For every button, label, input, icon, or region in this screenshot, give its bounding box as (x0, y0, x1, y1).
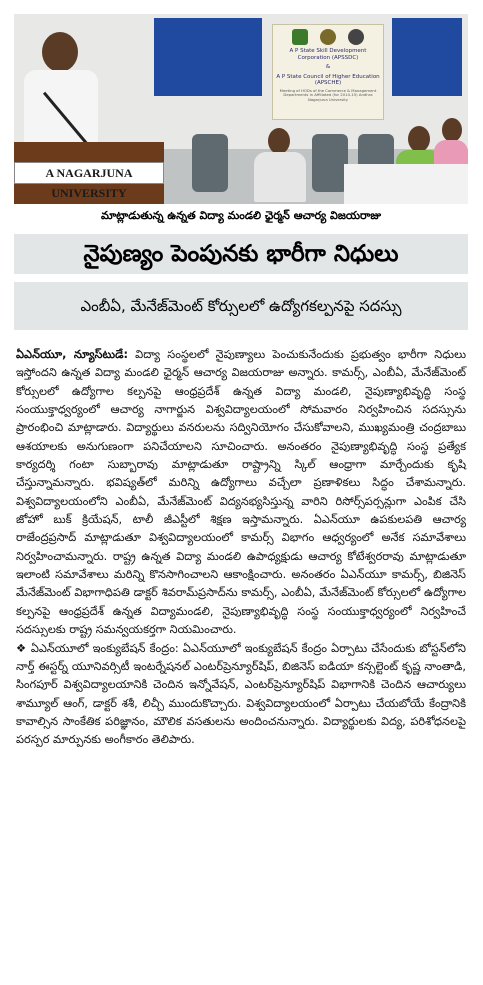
apssdc-logo-icon (292, 29, 308, 45)
banner-line-3: A P State Council of Higher Education (APSCHE) (276, 73, 380, 86)
article-paragraph-2 (16, 640, 466, 750)
bullet-diamond-icon: ❖ (16, 641, 27, 655)
banner-line-4: Meeting of HODs of the Commerce & Management Departments in Affiliated (for 2014-15) Andhra Nagarjuna University (279, 87, 377, 102)
event-photo (14, 14, 468, 204)
event-banner (272, 24, 384, 120)
apsche-logo-icon (348, 29, 364, 45)
article-paragraph-1 (16, 346, 466, 640)
paragraph-1-text: విద్యా సంస్థలలో నైపుణ్యాలు పెంచుకునేందుకు ప్రభుత్వం భారీగా నిధులు ఇస్తోందని ఉన్నత విద్యా మండలి ఛైర్మన్ ఆచార్య విజయరాజు అన్నారు. కామర్స్, ఎంబీఏ, మేనేజ్‌మెంట్ కోర్సులలో ఉద్యోగాల కల్పనపై ఆంధ్రప్రదేశ్ ఉన్నత విద్యా మండలి, నైపుణ్యాభివృద్ధి సంస్థ సంయుక్తాధ్వర్యంలో ఆచార్య నాగార్జున విశ్వవిద్యాలయంలో సోమవారం నిర్వహించిన సదస్సును ప్రారంభించి మాట్లాడారు. విద్యార్థులు వనరులను సద్వినియోగం చేసుకోవాలని, ముఖ్యమంత్రి చంద్రబాబు ఆశయాలకు అనుగుణంగా పనిచేయాలని సూచించారు. అనంతరం నైపుణ్యాభివృద్ధి సంస్థ ప్రత్యేక కార్యదర్శి గంటా సుబ్బారావు మాట్లాడుతూ రాష్ట్రాన్ని స్కిల్ ఆంధ్రాగా మార్చేందుకు కృషి చేస్తున్నామన్నారు. భవిష్యత్‌లో మరిన్ని ఉద్యోగాలు వచ్చేలా ప్రణాళికలు సిద్ధం చేశామన్నారు. విశ్వవిద్యాలయంలోని ఎంబీఏ, మేనేజ్‌మెంట్ విద్యనభ్యసిస్తున్న వారిని రిసోర్స్‌పర్సన్లుగా ఎంపిక చేసి జోహో బుక్ క్రియేషన్, టాలీ జీఎస్టీలో శిక్షణ ఇస్తామన్నారు. ఏఎన్‌యూ ఉపకులపతి ఆచార్య రాజేంద్రప్రసాద్ మాట్లాడుతూ విశ్వవిద్యాలయంలో కామర్స్ విభాగం ఆధ్వర్యంలో అనేక సమావేశాలు నిర్వహించామన్నారు. రాష్ట్ర ఉన్నత విద్యా మండలి ఉపాధ్యక్షుడు ఆచార్య కోటేశ్వరరావు మాట్లాడుతూ ఇలాంటి సమావేశాలు మరిన్ని కొనసాగించాలని ఆకాంక్షించారు. అనంతరం ఏఎన్‌యూ కామర్స్, బిజినెస్ మేనేజ్‌మెంట్ విభాగాధిపతి డాక్టర్ శివరామ్‌ప్రసాద్‌ను కామర్స్, ఎంబీఏ, మేనేజ్‌మెంట్ కోర్సులలో ఉద్యోగాల కల్పనపై ఆంధ్రప్రదేశ్ ఉన్నత విద్యామండలి, నైపుణ్యాభివృద్ధి సంస్థ సంయుక్తాధ్వర్యంలో నిర్వహించే సదస్సులకు రాష్ట్ర సమన్వయకర్తగా నియమించారు. (16, 348, 466, 637)
banner-logos (273, 29, 383, 45)
photo-caption: మాట్లాడుతున్న ఉన్నత విద్యా మండలి ఛైర్మన్ ఆచార్య విజయరాజు (101, 209, 381, 222)
paragraph-2-text: ఏఎన్‌యూలో ఇంక్యుబేషన్ కేంద్రం ఏర్పాటు చేసేందుకు బోస్టన్‌లోని నార్త్ ఈస్టర్న్ యూనివర్సిటీ ఇంటర్నేషనల్ ఎంటర్‌ప్రెన్యూర్‌షిప్, బిజినెస్ ఐడియా కన్సల్టెంట్ కృష్ణ నాంతాడి, సింగపూర్ విశ్వవిద్యాలయానికి చెందిన ఇన్నోవేషన్, ఎంటర్‌ప్రెన్యూర్‌షిప్ విభాగానికి చెందిన ఆచార్యులు శామ్యూల్ ఆంగ్, డాక్టర్ శశీ, లిచ్చీ ముందుకొచ్చారు. విశ్వవిద్యాలయంలో ఏర్పాటు చేయబోయే కేంద్రానికి కావాల్సిన సాంకేతిక పరిజ్ఞానం, మౌలిక వసతులను అందించనున్నారు. విద్యార్థులకు విద్య, పరిశోధనలపై పరస్పర మార్పునకు అంగీకారం తెలిపారు. (16, 641, 466, 747)
dateline: ఏఎన్‌యూ, న్యూస్‌టుడే: (16, 348, 128, 361)
chair (312, 134, 348, 192)
subheadline: ఎంబీఏ, మేనేజ్‌మెంట్ కోర్సులలో ఉద్యోగకల్పనపై సదస్సు (14, 282, 468, 330)
podium-sign: A NAGARJUNA UNIVERSITY (14, 162, 164, 184)
emblem-logo-icon (320, 29, 336, 45)
blue-wall-panel-right (392, 18, 462, 96)
chair (192, 134, 228, 192)
banner-line-1: A P State Skill Development Corporation (APSSDC) (289, 48, 367, 61)
headline: నైపుణ్యం పెంపునకు భారీగా నిధులు (14, 234, 468, 274)
subsection-heading: ఏఎన్‌యూలో ఇంక్యుబేషన్ కేంద్రం: (30, 641, 179, 655)
article-body (16, 346, 466, 750)
banner-line-2: & (325, 64, 331, 70)
dais-table (344, 164, 468, 204)
blue-wall-panel-left (154, 18, 262, 96)
